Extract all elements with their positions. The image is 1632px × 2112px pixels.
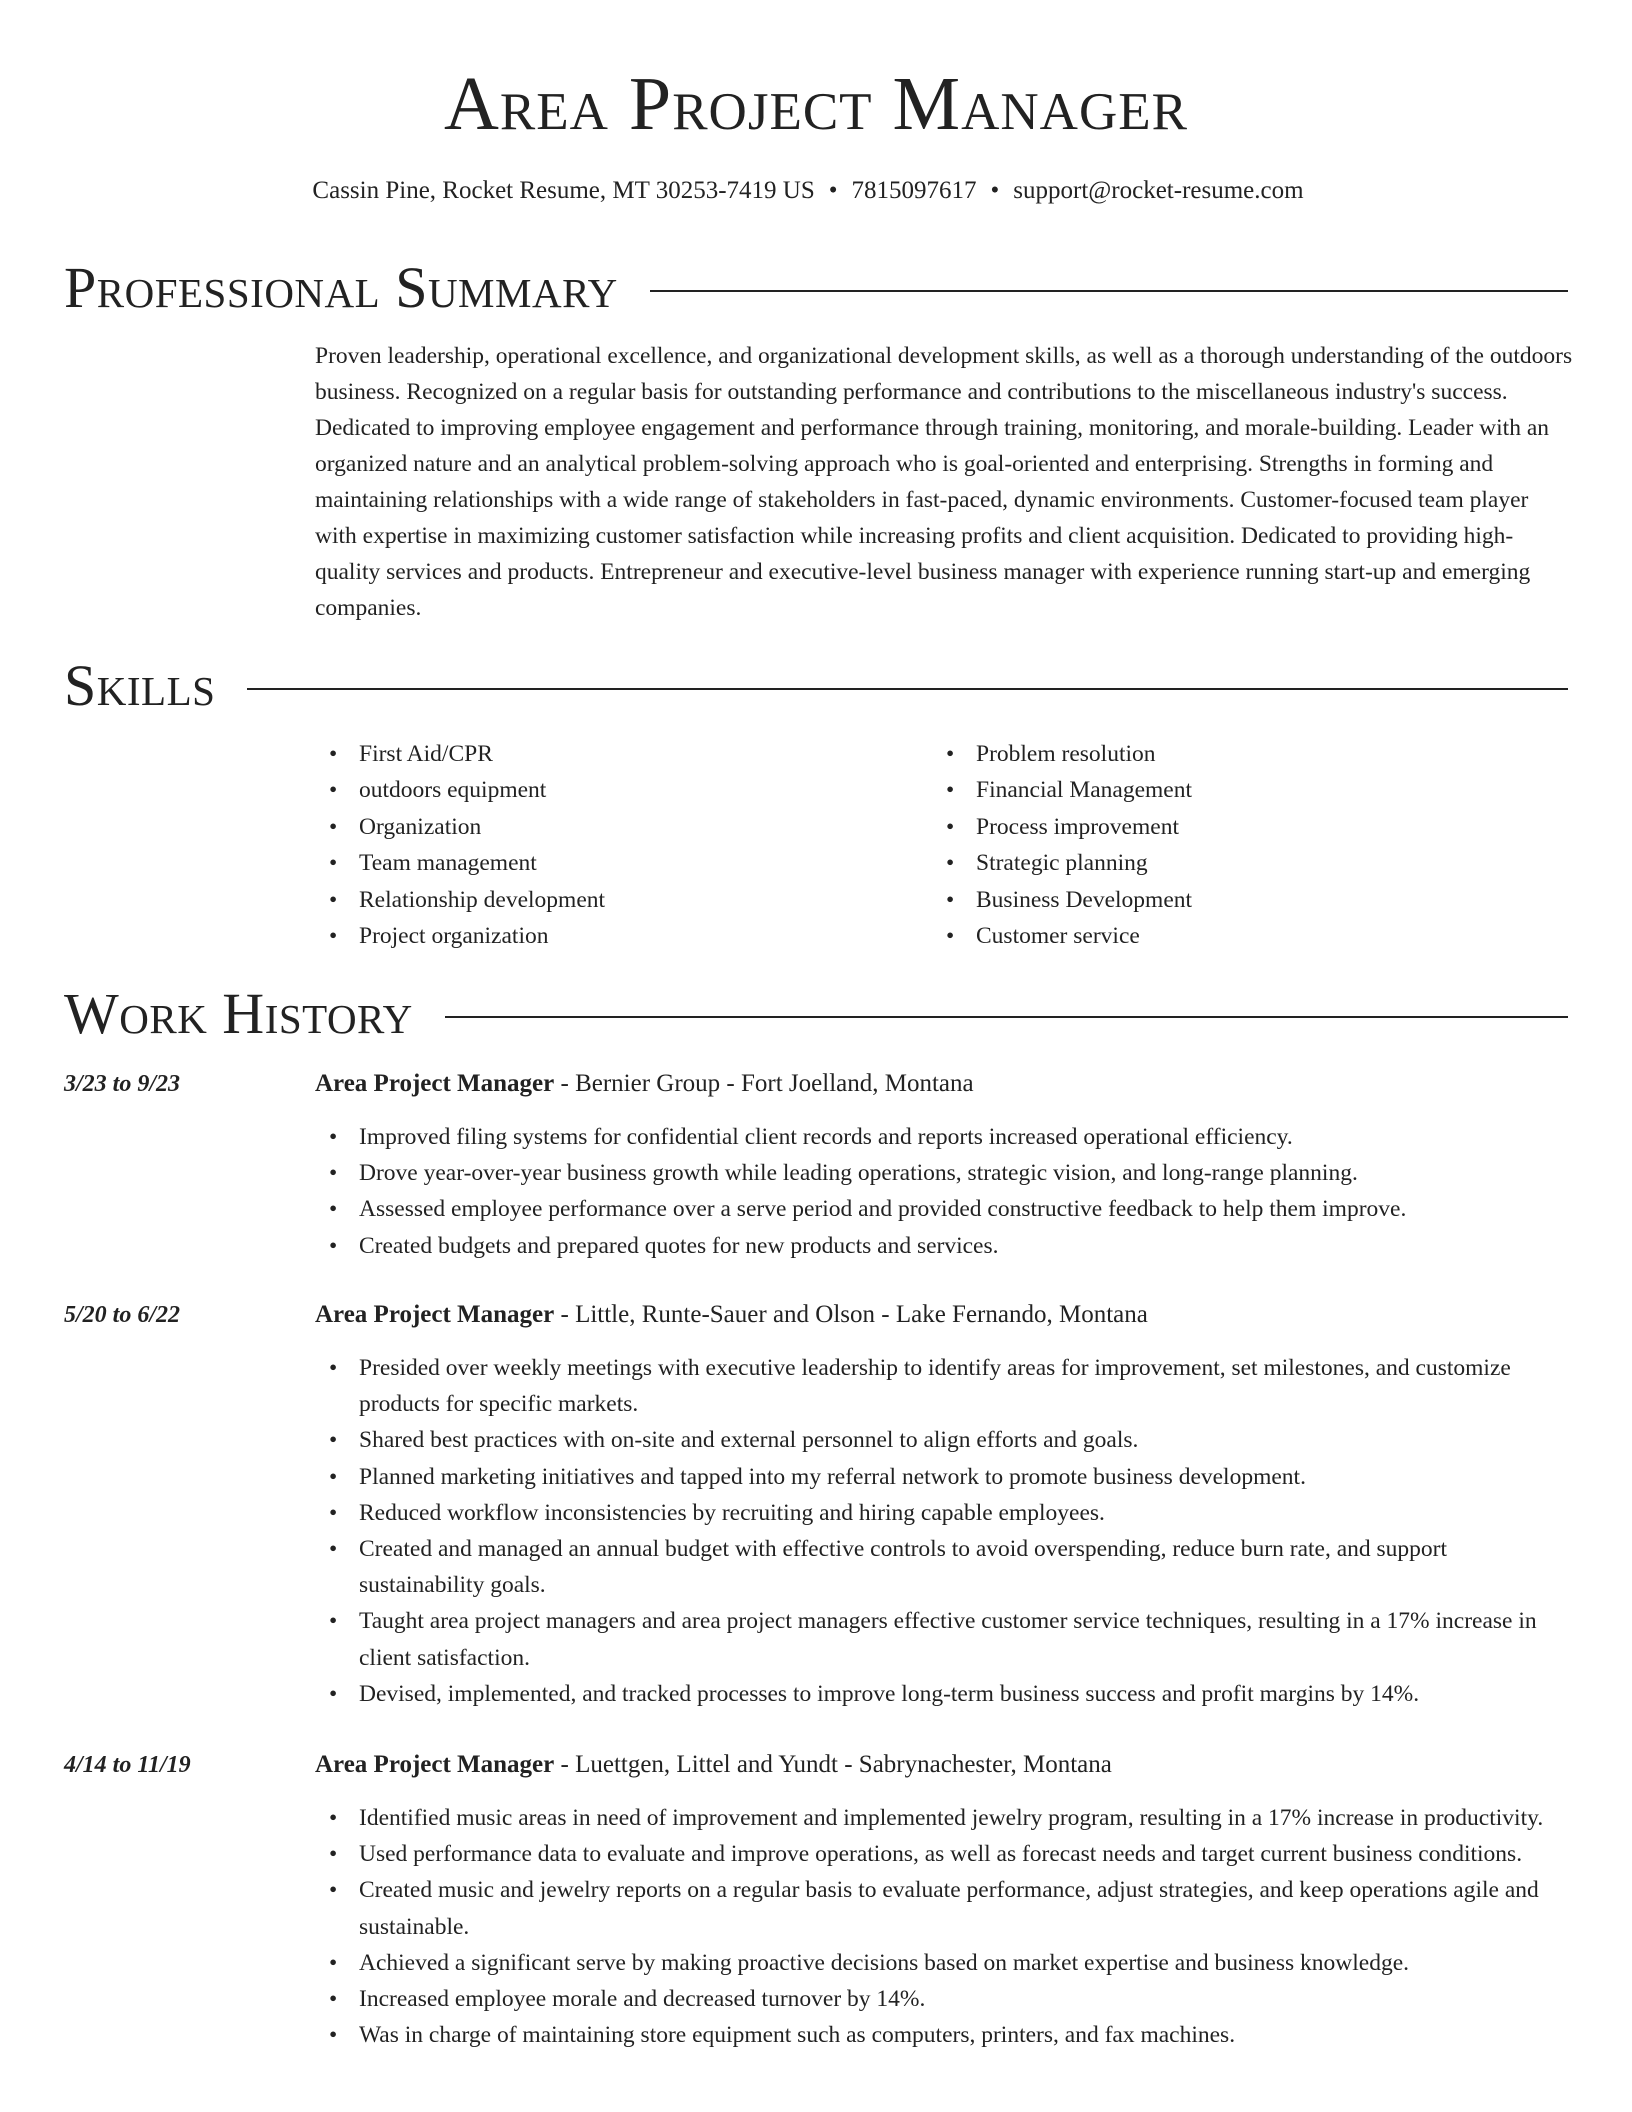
section-divider	[445, 1016, 1568, 1018]
job-title: Area Project Manager	[315, 1070, 555, 1097]
job-dates: 5/20 to 6/22	[64, 1302, 181, 1328]
contact-address: Cassin Pine, Rocket Resume, MT 30253-7419 US	[312, 177, 815, 204]
job-employer-location: - Bernier Group - Fort Joelland, Montana	[554, 1070, 974, 1097]
job-employer-location: - Luettgen, Littel and Yundt - Sabrynachester, Montana	[554, 1751, 1112, 1778]
section-divider	[247, 688, 1568, 690]
job-bullet: • Increased employee morale and decreased turnover by 14%.	[315, 1981, 1575, 2017]
job-bullet: • Shared best practices with on-site and external personnel to align efforts and goals.	[315, 1422, 1575, 1458]
contact-separator: •	[828, 177, 838, 204]
job-heading	[315, 1297, 1148, 1333]
job-dates: 4/14 to 11/19	[64, 1752, 191, 1778]
work-section-header	[64, 982, 1568, 1046]
skill-item: • Project organization	[315, 918, 895, 954]
job-bullet: • Drove year-over-year business growth while leading operations, strategic vision, and long-range planning.	[315, 1155, 1575, 1191]
skill-item: • Relationship development	[315, 882, 895, 918]
job-bullet-list	[315, 1800, 1575, 2053]
job-bullet: • Reduced workflow inconsistencies by recruiting and hiring capable employees.	[315, 1495, 1575, 1531]
job-bullet: • Taught area project managers and area project managers effective customer service techniques, resulting in a 17% increase in client satisfaction.	[315, 1603, 1575, 1675]
contact-email: support@rocket-resume.com	[1013, 177, 1304, 204]
contact-line	[0, 174, 1616, 208]
skill-item: • Financial Management	[932, 772, 1532, 808]
skill-item: • Team management	[315, 845, 895, 881]
job-heading	[315, 1747, 1112, 1783]
skills-section-header	[64, 654, 1568, 718]
job-title: Area Project Manager	[315, 1751, 555, 1778]
job-title: Area Project Manager	[315, 1301, 555, 1328]
skills-section-title: Skills	[64, 653, 216, 718]
job-bullet: • Created and managed an annual budget with effective controls to avoid overspending, reduce burn rate, and support sustainability goals.	[315, 1531, 1575, 1603]
job-bullet: • Created budgets and prepared quotes for new products and services.	[315, 1228, 1575, 1264]
job-bullet-list	[315, 1119, 1575, 1264]
summary-paragraph: Proven leadership, operational excellence, and organizational development skills, as well as a thorough understanding of the outdoors business. Recognized on a regular basis for outstanding performance and contributions to the miscellaneous industry's success. Dedicated to improving employee engagement and performance through training, monitoring, and morale-building. Leader with an organized nature and an analytical problem-solving approach who is goal-oriented and enterprising. Strengths in forming and maintaining relationships with a wide range of stakeholders in fast-paced, dynamic environments. Customer-focused team player with expertise in maximizing customer satisfaction while increasing profits and client acquisition. Dedicated to providing high-quality services and products. Entrepreneur and executive-level business manager with experience running start-up and emerging companies.	[315, 343, 1573, 621]
job-bullet: • Achieved a significant serve by making proactive decisions based on market expertise and business knowledge.	[315, 1945, 1575, 1981]
job-bullet: • Devised, implemented, and tracked processes to improve long-term business success and profit margins by 14%.	[315, 1676, 1575, 1712]
skills-list-right	[932, 736, 1532, 954]
section-divider	[650, 290, 1568, 292]
summary-section-header	[64, 256, 1568, 320]
skill-item: • Business Development	[932, 882, 1532, 918]
job-bullet-list	[315, 1350, 1575, 1712]
contact-phone: 7815097617	[851, 177, 977, 204]
job-employer-location: - Little, Runte-Sauer and Olson - Lake Fernando, Montana	[554, 1301, 1148, 1328]
job-bullet: • Assessed employee performance over a serve period and provided constructive feedback to help them improve.	[315, 1191, 1575, 1227]
job-bullet: • Was in charge of maintaining store equipment such as computers, printers, and fax machines.	[315, 2017, 1575, 2053]
job-bullet: • Created music and jewelry reports on a regular basis to evaluate performance, adjust strategies, and keep operations agile and sustainable.	[315, 1872, 1575, 1944]
skills-list-left	[315, 736, 895, 954]
job-bullet: • Improved filing systems for confidential client records and reports increased operational efficiency.	[315, 1119, 1575, 1155]
skill-item: • Organization	[315, 809, 895, 845]
job-bullet: • Planned marketing initiatives and tapped into my referral network to promote business development.	[315, 1459, 1575, 1495]
summary-section-title: Professional Summary	[64, 255, 618, 320]
resume-name-heading: Area Project Manager	[444, 62, 1188, 146]
skill-item: • Strategic planning	[932, 845, 1532, 881]
job-bullet: • Used performance data to evaluate and improve operations, as well as forecast needs and target current business conditions.	[315, 1836, 1575, 1872]
job-bullet: • Presided over weekly meetings with executive leadership to identify areas for improvement, set milestones, and customize products for specific markets.	[315, 1350, 1575, 1422]
skill-item: • Process improvement	[932, 809, 1532, 845]
contact-separator: •	[990, 177, 1000, 204]
skill-item: • Problem resolution	[932, 736, 1532, 772]
skill-item: • First Aid/CPR	[315, 736, 895, 772]
skill-item: • Customer service	[932, 918, 1532, 954]
skill-item: • outdoors equipment	[315, 772, 895, 808]
job-dates: 3/23 to 9/23	[64, 1071, 181, 1097]
job-bullet: • Identified music areas in need of improvement and implemented jewelry program, resulting in a 17% increase in productivity.	[315, 1800, 1575, 1836]
work-section-title: Work History	[64, 981, 413, 1046]
job-heading	[315, 1066, 974, 1102]
